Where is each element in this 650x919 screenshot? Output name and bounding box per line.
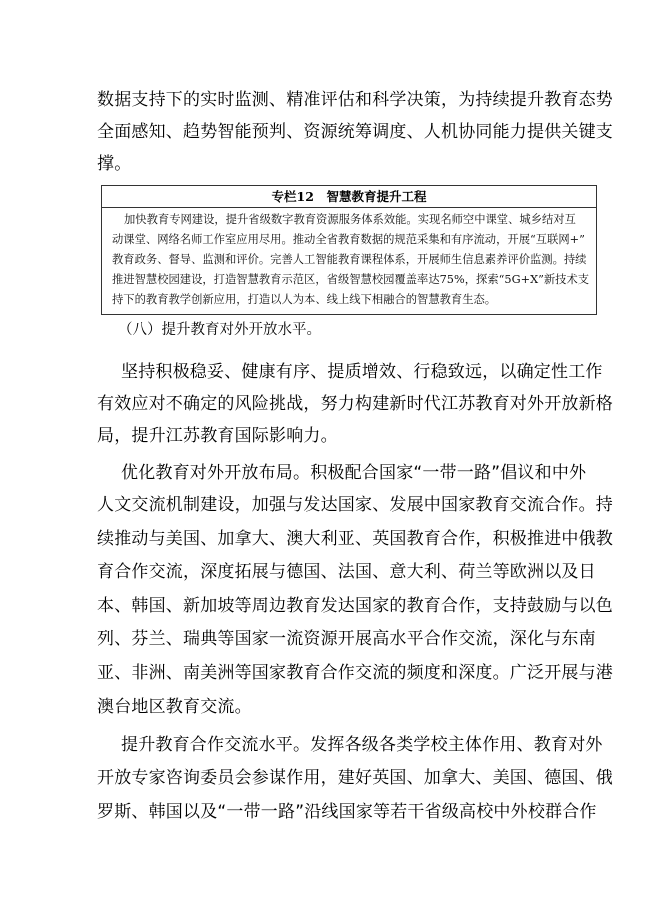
para1-line: 局，提升江苏教育国际影响力。 [97, 426, 338, 446]
para3-line: 罗斯、韩国以及“一带一路”沿线国家等若干省级高校中外校群合作 [97, 802, 597, 822]
intro-line: 数据支持下的实时监测、精准评估和科学决策，为持续提升教育态势 [97, 90, 613, 110]
column-box-line: 加快教育专网建设，提升省级数字教育资源服务体系效能。实现名师空中课堂、城乡结对互 [124, 213, 576, 226]
intro-line: 全面感知、趋势智能预判、资源统筹调度、人机协同能力提供关键支 [97, 122, 613, 142]
column-box [101, 185, 597, 315]
para2-line: 列、芬兰、瑞典等国家一流资源开展高水平合作交流，深化与东南 [97, 629, 596, 649]
column-box-line: 教育政务、督导、监测和评价。完善人工智能教育课程体系，开展师生信息素养评价监测。持续 [112, 253, 587, 266]
para1-line: 坚持积极稳妥、健康有序、提质增效、行稳致远，以确定性工作 [121, 362, 603, 382]
para1-line: 有效应对不确定的风险挑战，努力构建新时代江苏教育对外开放新格 [97, 394, 613, 414]
para2-line: 澳台地区教育交流。 [97, 697, 252, 717]
intro-line: 撑。 [97, 154, 132, 174]
para3-line: 提升教育合作交流水平。发挥各级各类学校主体作用、教育对外 [121, 735, 603, 755]
column-box-line: 持下的教育教学创新应用，打造以人为本、线上线下相融合的智慧教育生态。 [112, 293, 497, 306]
column-box-line: 推进智慧校园建设，打造智慧教育示范区，省级智慧校园覆盖率达75%，探索“5G+X”新技术支 [112, 273, 590, 286]
para3-line: 开放专家咨询委员会参谋作用，建好英国、加拿大、美国、德国、俄 [97, 768, 613, 788]
para2-line: 人文交流机制建设，加强与发达国家、发展中国家教育交流合作。持 [97, 495, 613, 515]
para2-line: 本、韩国、新加坡等周边教育发达国家的教育合作，支持鼓励与以色 [97, 596, 613, 616]
para2-line: 优化教育对外开放布局。积极配合国家“一带一路”倡议和中外 [121, 463, 587, 483]
column-box-title: 专栏12 智慧教育提升工程 [102, 186, 596, 208]
para2-line: 育合作交流，深度拓展与德国、法国、意大利、荷兰等欧洲以及日 [97, 562, 596, 582]
para2-line: 亚、非洲、南美洲等国家教育合作交流的频度和深度。广泛开展与港 [97, 663, 613, 683]
section-heading: （八）提升教育对外开放水平。 [118, 322, 321, 338]
column-box-line: 动课堂、网络名师工作室应用尽用。推动全省教育数据的规范采集和有序流动，开展“互联网+” [112, 233, 585, 246]
para2-line: 续推动与美国、加拿大、澳大利亚、英国教育合作，积极推进中俄教 [97, 529, 613, 549]
